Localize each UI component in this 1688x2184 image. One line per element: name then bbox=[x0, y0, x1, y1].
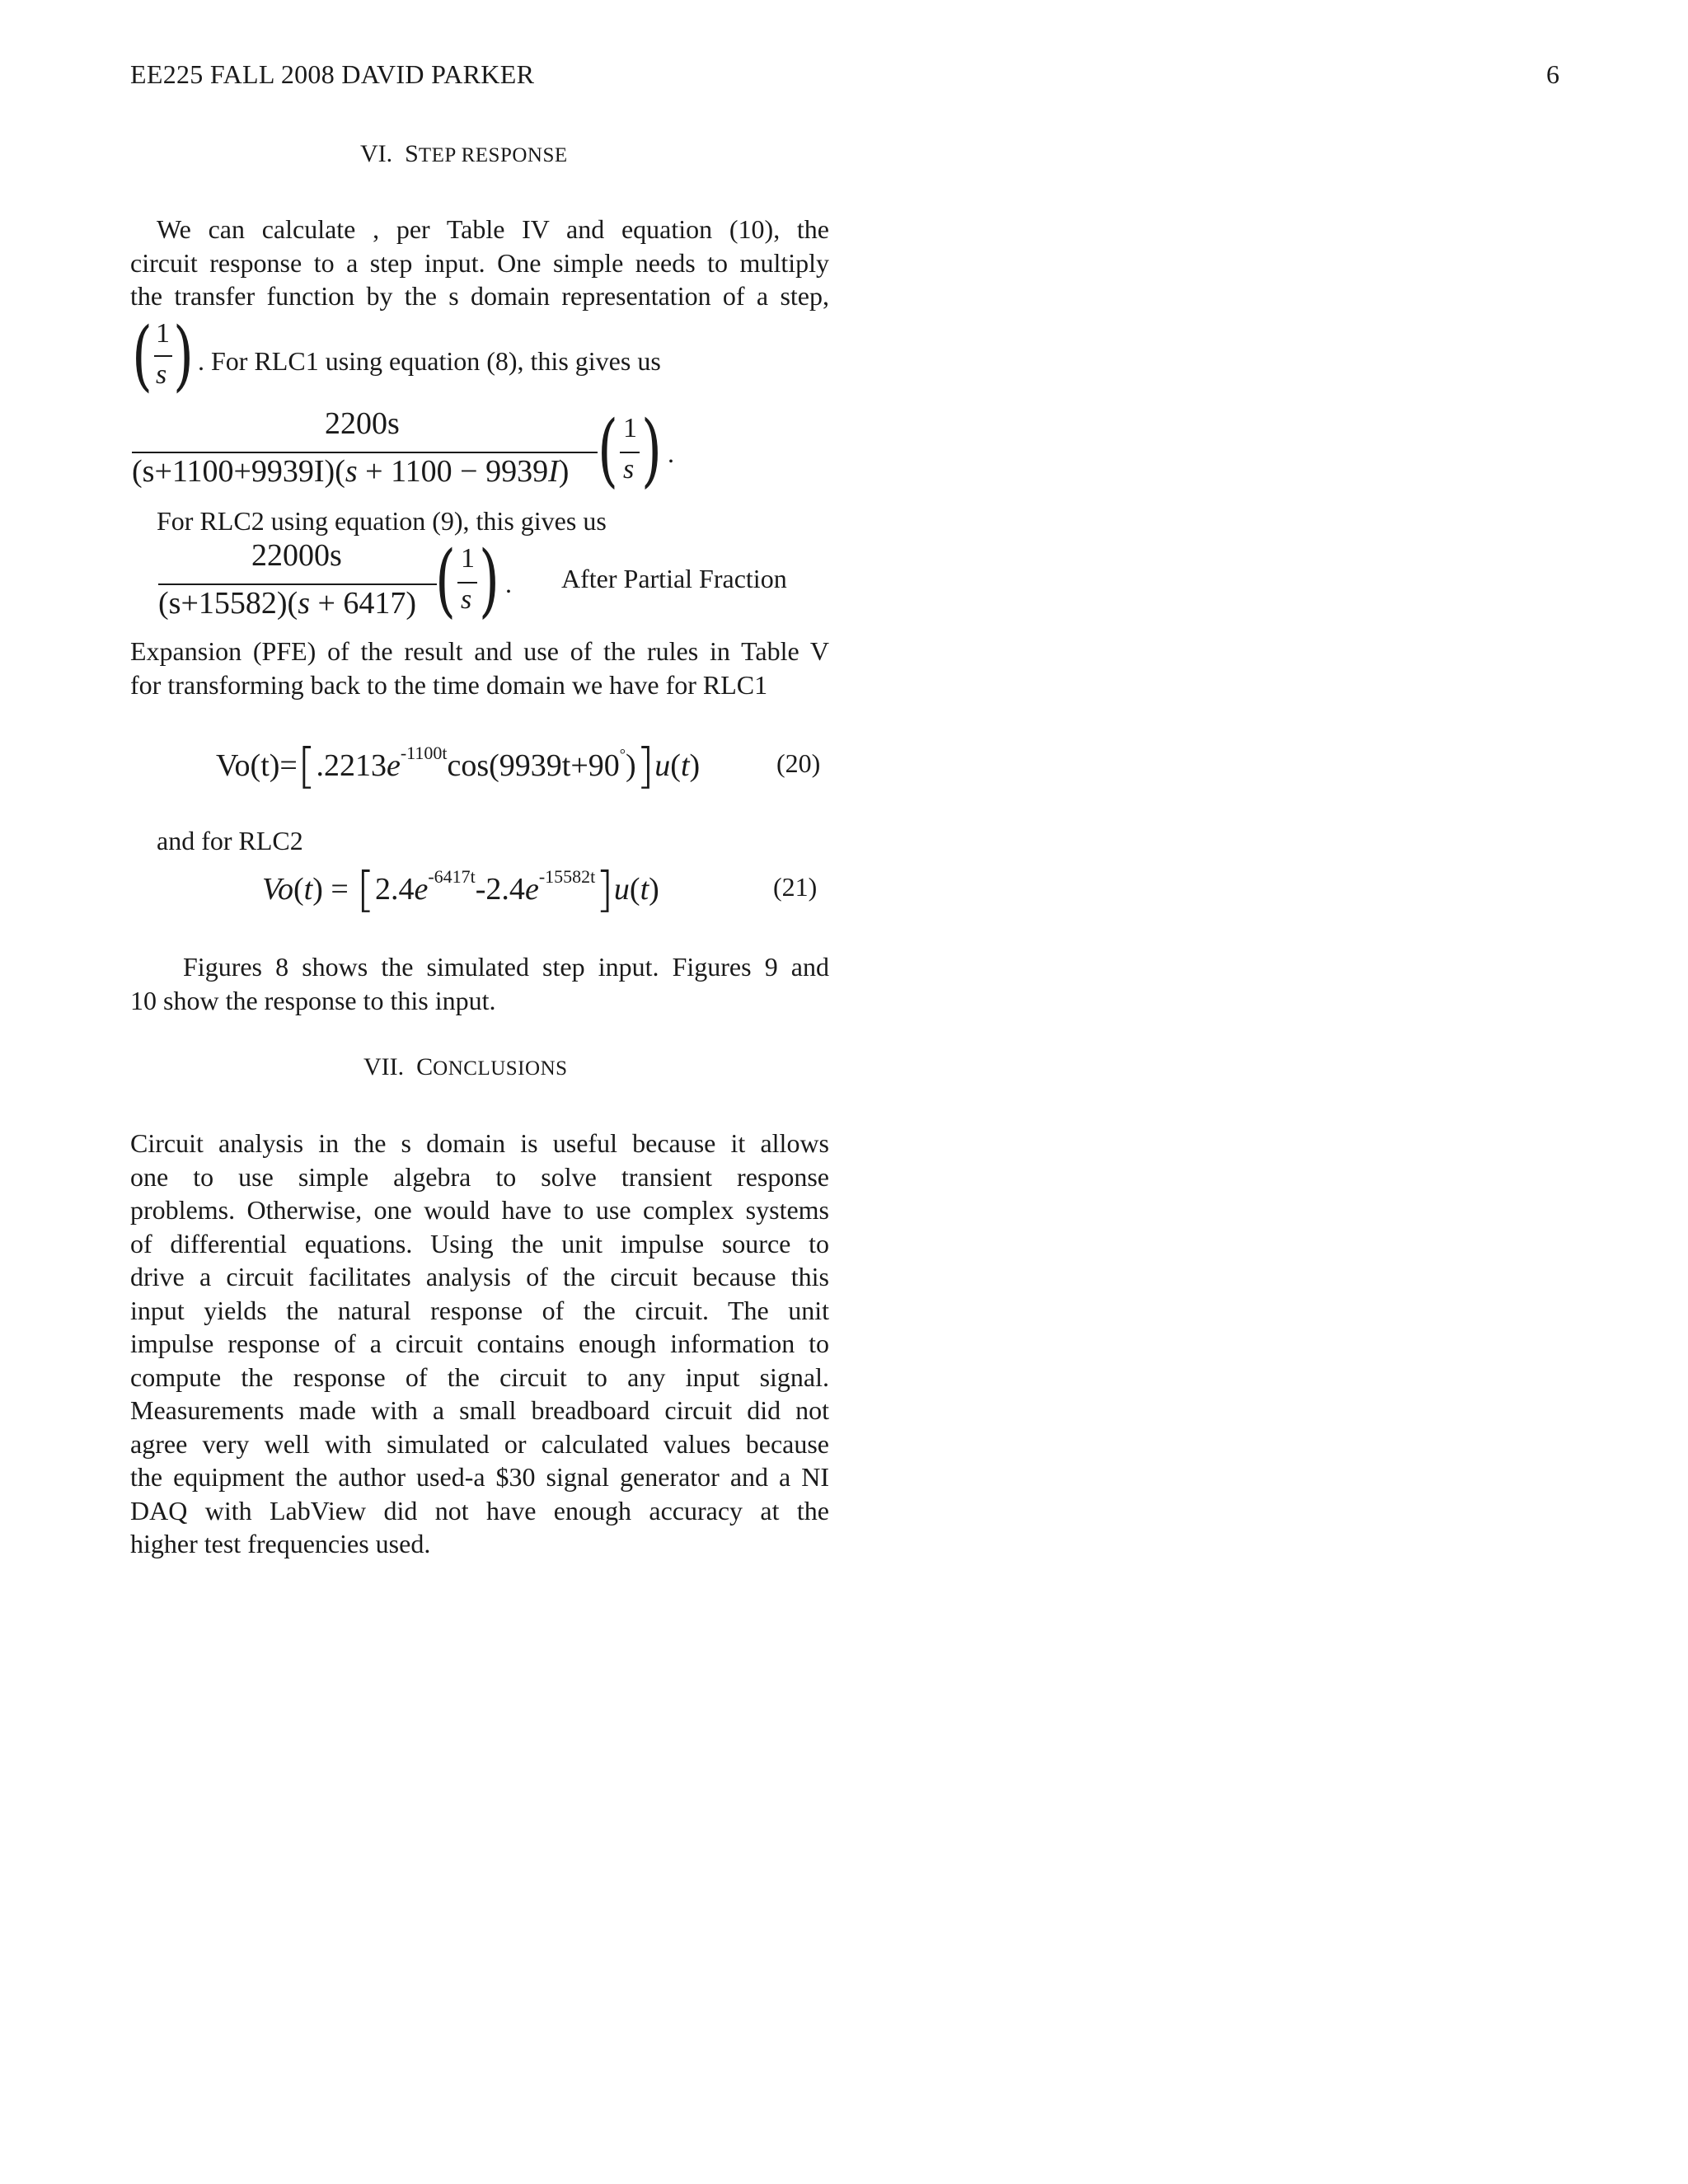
text-line: After Partial Fraction bbox=[561, 564, 787, 593]
equation-numerator: 22000s bbox=[251, 538, 342, 573]
fraction-denominator: s bbox=[623, 454, 635, 485]
fraction-denominator: s bbox=[461, 584, 472, 615]
paragraph-conclusion bbox=[130, 1127, 829, 1561]
text-line: for transforming back to the time domain we have for RLC1 bbox=[130, 669, 768, 700]
section-heading-step-response bbox=[360, 140, 568, 168]
equation-period: . bbox=[505, 569, 512, 598]
section-numeral: VII. bbox=[363, 1053, 405, 1080]
section-title-cap: S bbox=[405, 140, 419, 167]
equation-period: . bbox=[668, 438, 674, 468]
equation-number: (21) bbox=[773, 872, 818, 902]
fraction-bar bbox=[154, 355, 172, 357]
equation-20: $Vo(t)=[.2213e^{-1100t}\cos(9939t+90^\circ)]u(t)$ bbox=[216, 738, 701, 794]
text-line: DAQ with LabView did not have enough accuracy at the bbox=[130, 1495, 829, 1526]
text-line: one to use simple algebra to solve transient response bbox=[130, 1161, 829, 1192]
section-title-cap: C bbox=[416, 1053, 434, 1080]
fraction-numerator: 1 bbox=[461, 543, 475, 574]
paragraph-step-intro bbox=[130, 213, 829, 313]
fraction-numerator: 1 bbox=[623, 413, 637, 443]
text-line: . For RLC1 using equation (8), this gives us bbox=[198, 346, 661, 376]
text-line: 10 show the response to this input. bbox=[130, 985, 496, 1015]
text-line: Measurements made with a small breadboard circuit did not bbox=[130, 1395, 829, 1425]
text-line: circuit response to a step input. One simple needs to multiply bbox=[130, 247, 829, 278]
section-title-rest: ONCLUSIONS bbox=[433, 1057, 568, 1080]
equation-rlc1 bbox=[130, 405, 691, 504]
text-line: input yields the natural response of the circuit. The unit bbox=[130, 1295, 829, 1325]
text-line: compute the response of the circuit to any input signal. bbox=[130, 1361, 829, 1392]
bracket-right: ] bbox=[635, 738, 655, 794]
paren-left: ( bbox=[132, 312, 152, 401]
text-line: Expansion (PFE) of the result and use of the rules in Table V bbox=[130, 636, 829, 666]
paragraph-pfe bbox=[130, 635, 829, 701]
text-line: higher test frequencies used. bbox=[130, 1529, 431, 1558]
text-line: drive a circuit facilitates analysis of the circuit because this bbox=[130, 1262, 829, 1291]
fraction-numerator: 1 bbox=[156, 318, 170, 349]
paragraph-figures bbox=[130, 950, 829, 1017]
paren-right: ) bbox=[479, 536, 499, 627]
text-line: impulse response of a circuit contains enough information to bbox=[130, 1329, 829, 1358]
paren-left: ( bbox=[598, 405, 618, 497]
text-line: and for RLC2 bbox=[157, 826, 303, 855]
text-line: For RLC2 using equation (9), this gives us bbox=[157, 506, 607, 536]
equation-rlc2 bbox=[157, 537, 829, 632]
text-line: problems. Otherwise, one would have to use complex systems bbox=[130, 1195, 829, 1225]
section-heading-conclusions bbox=[363, 1053, 568, 1081]
fraction-denominator: s bbox=[156, 359, 167, 390]
text-line: the equipment the author used-a $30 signal generator and a NI bbox=[130, 1462, 829, 1492]
bracket-right: ] bbox=[595, 861, 614, 917]
paren-right: ) bbox=[173, 312, 194, 401]
equation-denominator: (s+1100+9939I)(s + 1100 − 9939I) bbox=[132, 454, 570, 489]
text-line: agree very well with simulated or calculated values because bbox=[130, 1428, 829, 1459]
text-line: Figures 8 shows the simulated step input. Figures 9 and bbox=[183, 952, 829, 982]
section-title-rest: TEP RESPONSE bbox=[418, 144, 568, 166]
text-line: We can calculate , per Table IV and equation (10), the bbox=[157, 214, 829, 244]
step-fraction bbox=[130, 312, 196, 401]
bracket-left: [ bbox=[356, 861, 375, 917]
text-line: the transfer function by the s domain representation of a step, bbox=[130, 281, 829, 311]
bracket-left: [ bbox=[297, 738, 316, 794]
equation-number: (20) bbox=[776, 748, 821, 778]
page-number: 6 bbox=[1546, 59, 1560, 89]
equation-denominator: (s+15582)(s + 6417) bbox=[158, 586, 417, 621]
equation-21: $Vo(t) = [2.4e^{-6417t}-2.4e^{-15582t}]u(t)$ bbox=[262, 861, 659, 917]
paren-right: ) bbox=[641, 405, 662, 497]
running-header: EE225 FALL 2008 DAVID PARKER bbox=[130, 59, 535, 89]
paren-left: ( bbox=[435, 536, 456, 627]
text-line: Circuit analysis in the s domain is useful because it allows bbox=[130, 1128, 829, 1158]
section-numeral: VI. bbox=[360, 140, 393, 167]
text-line: of differential equations. Using the unit impulse source to bbox=[130, 1228, 829, 1258]
equation-numerator: 2200s bbox=[325, 406, 400, 441]
